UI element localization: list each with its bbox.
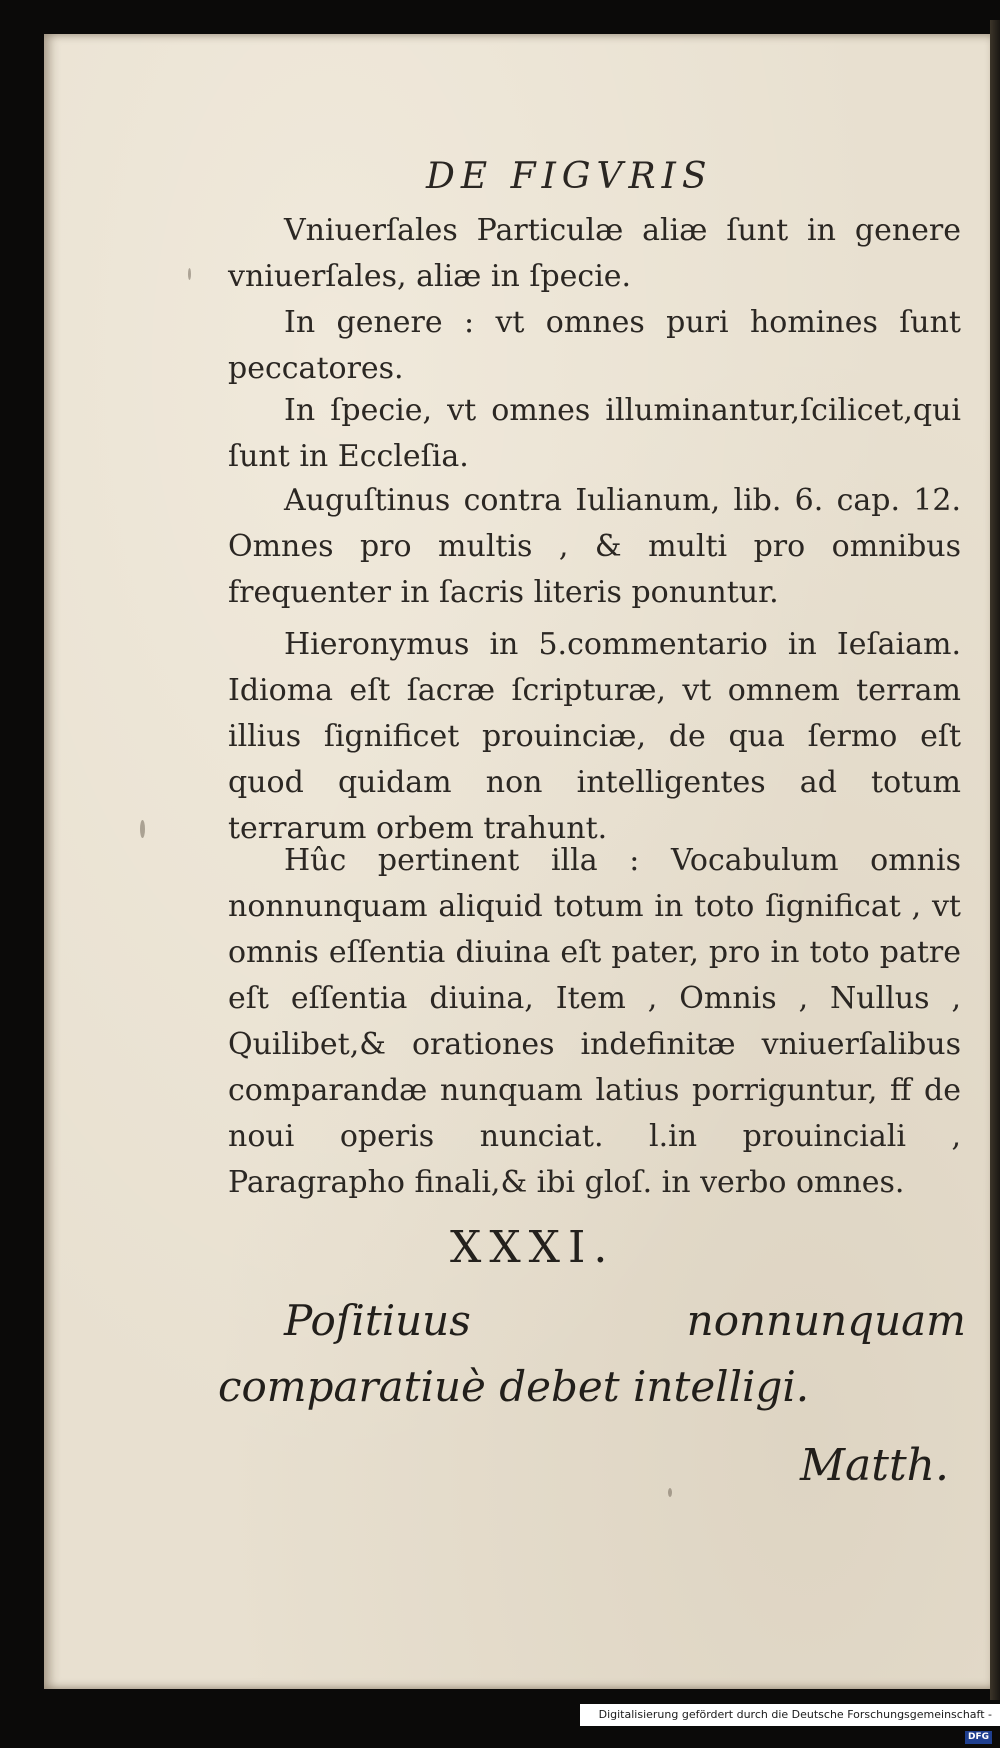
section-number: XXXI. xyxy=(450,1222,616,1273)
ink-speck xyxy=(188,268,191,280)
ink-speck xyxy=(140,820,145,838)
paragraph-1: Vniuerſales Particulæ aliæ ſunt in genere vniuerſales, aliæ in ſpecie. xyxy=(228,213,961,294)
paragraph-6: Hûc pertinent illa : Vocabulum omnis nonnunquam aliquid totum in toto ſignificat , vt omnis eſſentia diuina eſt pater, pro in toto patre eſt eſſentia diuina, Item , Omnis , Nullus , Quilibet,& orationes indefinitæ vniuerſalibus comparandæ nunquam latius porriguntur, ff de noui operis nunciat. l.in prouinciali , Paragrapho finali,& ibi gloſ. in verbo omnes. xyxy=(228,843,961,1200)
paragraph-3: In ſpecie, vt omnes illuminantur,ſcilicet,qui ſunt in Eccleſia. xyxy=(228,393,961,474)
digitization-credit xyxy=(580,1704,1000,1742)
ink-speck xyxy=(668,1488,672,1497)
dfg-logo: DFG xyxy=(965,1731,992,1744)
running-head: DE FIGVRIS xyxy=(426,156,713,197)
paragraph-5: Hieronymus in 5.commentario in Ieſaiam. Idioma eſt ſacræ ſcripturæ, vt omnem terram illius ſignificet prouinciæ, de qua ſermo eſt quod quidam non intelligentes ad totum terrarum orbem trahunt. xyxy=(228,627,961,846)
catchword: Matth. xyxy=(800,1440,949,1491)
section-heading: Poſitiuus nonnunquam comparatiuè debet intelligi. xyxy=(218,1296,966,1411)
paragraph-2: In genere : vt omnes puri homines ſunt peccatores. xyxy=(228,305,961,386)
page-edge xyxy=(990,20,1000,1700)
credit-text: Digitalisierung gefördert durch die Deutsche Forschungsgemeinschaft - xyxy=(598,1708,992,1721)
paragraph-4: Auguſtinus contra Iulianum, lib. 6. cap. 12. Omnes pro multis , & multi pro omnibus frequenter in ſacris literis ponuntur. xyxy=(228,483,961,610)
